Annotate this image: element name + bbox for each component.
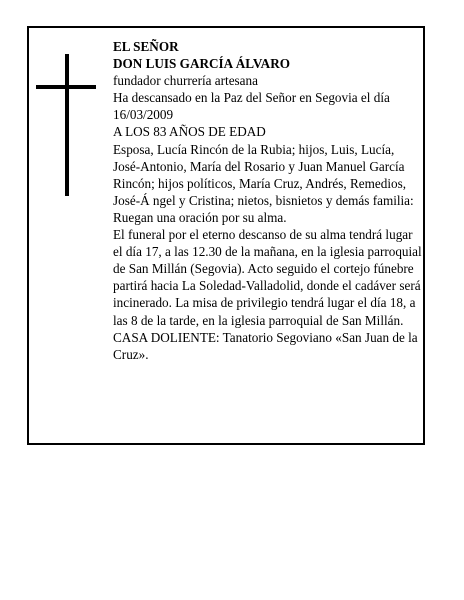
funeral-details: El funeral por el eterno descanso de su alma tendrá lugar el día 17, a las 12.30 de la mañana, en la iglesia parroquial de San Millán (Segovia). Acto seguido el cortejo fúnebre partirá hacia La Soledad-Valladolid, donde el cadáver será incinerado. La misa de privilegio tendrá lugar el día 18, a las 8 de la tarde, en la iglesia parroquial de San Millán. <box>113 227 422 328</box>
obituary-text <box>113 38 423 363</box>
age-line: A LOS 83 AÑOS DE EDAD <box>113 124 266 140</box>
prayer-request: Ruegan una oración por su alma. <box>113 209 287 225</box>
family-list: Esposa, Lucía Rincón de la Rubia; hijos, Luis, Lucía, José-Antonio, María del Rosario y Juan Manuel García Rincón; hijos políticos, María Cruz, Andrés, Remedios, José-Á ngel y Cristina; nietos, bisnietos y demás familia: <box>113 141 414 208</box>
death-statement: Ha descansado en la Paz del Señor en Segovia el día 16/03/2009 <box>113 90 390 123</box>
cross-horizontal-bar <box>36 85 96 89</box>
occupation-line: fundador churrería artesana <box>113 73 258 89</box>
heading-title: EL SEÑOR <box>113 39 179 54</box>
cross-vertical-bar <box>65 54 69 196</box>
cross-icon <box>36 54 96 196</box>
mourning-house: CASA DOLIENTE: Tanatorio Segoviano «San Juan de la Cruz». <box>113 329 418 362</box>
deceased-name: DON LUIS GARCÍA ÁLVARO <box>113 56 290 72</box>
